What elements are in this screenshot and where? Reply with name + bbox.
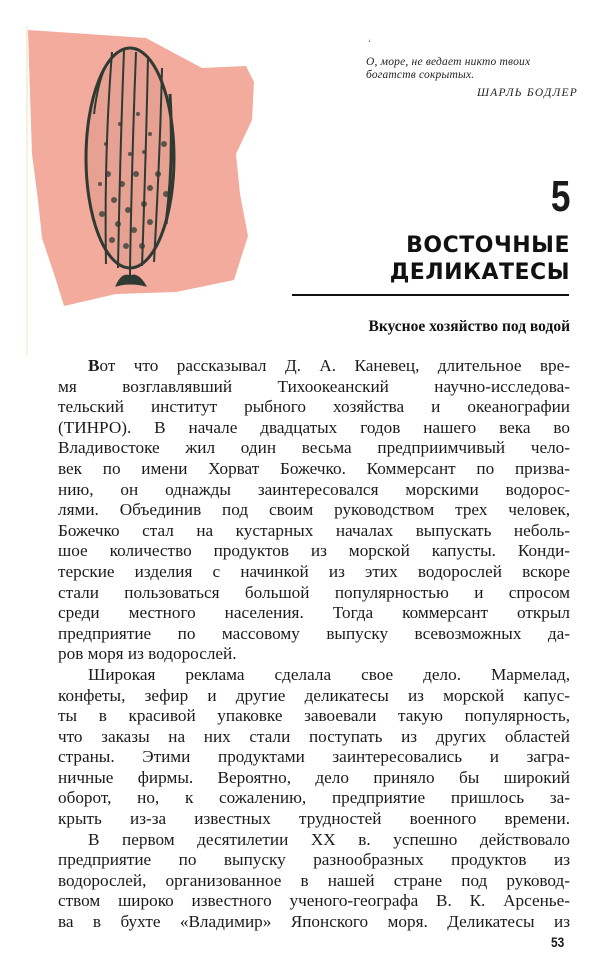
- epigraph-line: богатств сокрытых.: [366, 68, 475, 81]
- body-line: ничные фирмы. Вероятно, дело приняло бы широкий: [58, 767, 570, 787]
- chapter-title: [390, 232, 570, 286]
- body-line: среди местного населения. Тогда коммерсант открыл: [58, 603, 570, 623]
- body-line: шое количество продуктов из морской капусты. Конди-: [58, 541, 570, 561]
- body-line: лями. Объединив под своим руководством трех человек,: [58, 500, 570, 520]
- body-line: водорослей, организованное в нашей стране под руковод-: [58, 870, 570, 890]
- chapter-number: 5: [550, 172, 570, 221]
- sea-cucumber-illustration: [26, 24, 266, 314]
- chapter-title-line: ДЕЛИКАТЕСЫ: [389, 260, 570, 285]
- chapter-rule: [292, 294, 569, 296]
- body-line: оборот, но, к сожалению, предприятие пришлось за-: [58, 788, 570, 808]
- body-line: век по имени Хорват Божечко. Коммерсант по призва-: [58, 458, 570, 478]
- drop-cap: В: [88, 356, 100, 375]
- body-line: предприятие по массовому выпуску всевозможных да-: [58, 623, 570, 643]
- body-line: Вот что рассказывал Д. А. Каневец, длительное вре-: [88, 356, 570, 375]
- print-mark: ‘: [368, 38, 371, 48]
- body-line: ва в бухте «Владимир» Японского моря. Деликатесы из: [58, 912, 570, 932]
- body-line: нию, он однажды заинтересовался морскими водорос-: [58, 479, 570, 499]
- epigraph-line: О, море, не ведает никто твоих: [366, 56, 531, 68]
- body-line: В первом десятилетии XX в. успешно действовало: [88, 829, 570, 849]
- body-line: крыть из-за известных трудностей военного времени.: [58, 809, 570, 829]
- body-line: Владивостоке жил один весьма предприимчивый чело-: [58, 438, 570, 458]
- chapter-title-line: ВОСТОЧНЫЕ: [406, 233, 570, 258]
- body-line: ты в красивой упаковке завоевали такую популярность,: [58, 706, 570, 726]
- body-line: ров моря из водорослей.: [58, 644, 237, 664]
- body-line: Широкая реклама сделала свое дело. Мармелад,: [88, 664, 570, 684]
- body-line: предприятие по выпуску разнообразных продуктов из: [58, 850, 570, 870]
- epigraph-author: ШАРЛЬ БОДЛЕР: [477, 87, 578, 99]
- body-line: (ТИНРО). В начале двадцатых годов нашего века во: [58, 417, 570, 437]
- page-number: 53: [551, 934, 565, 950]
- epigraph: [366, 56, 578, 100]
- body-line: тельский институт рыбного хозяйства и океанографии: [58, 397, 570, 417]
- body-text: [58, 356, 570, 933]
- body-line: ством широко известного ученого-географа В. К. Арсенье-: [58, 891, 570, 911]
- body-line: Божечко стал на кустарных началах выпускать неболь-: [58, 520, 570, 540]
- body-line: терские изделия с начинкой из этих водорослей вскоре: [58, 561, 570, 581]
- body-line: страны. Этими продуктами заинтересовались и загра-: [58, 747, 570, 767]
- body-line: мя возглавлявший Тихоокеанский научно-исследова-: [58, 376, 570, 396]
- body-line: что заказы на них стали поступать из других областей: [58, 726, 570, 746]
- epigraph-quote: [366, 56, 578, 81]
- body-line: конфеты, зефир и другие деликатесы из морской капус-: [58, 685, 570, 705]
- body-line: стали пользоваться большой популярностью и спросом: [58, 582, 570, 602]
- section-heading: Вкусное хозяйство под водой: [368, 318, 570, 335]
